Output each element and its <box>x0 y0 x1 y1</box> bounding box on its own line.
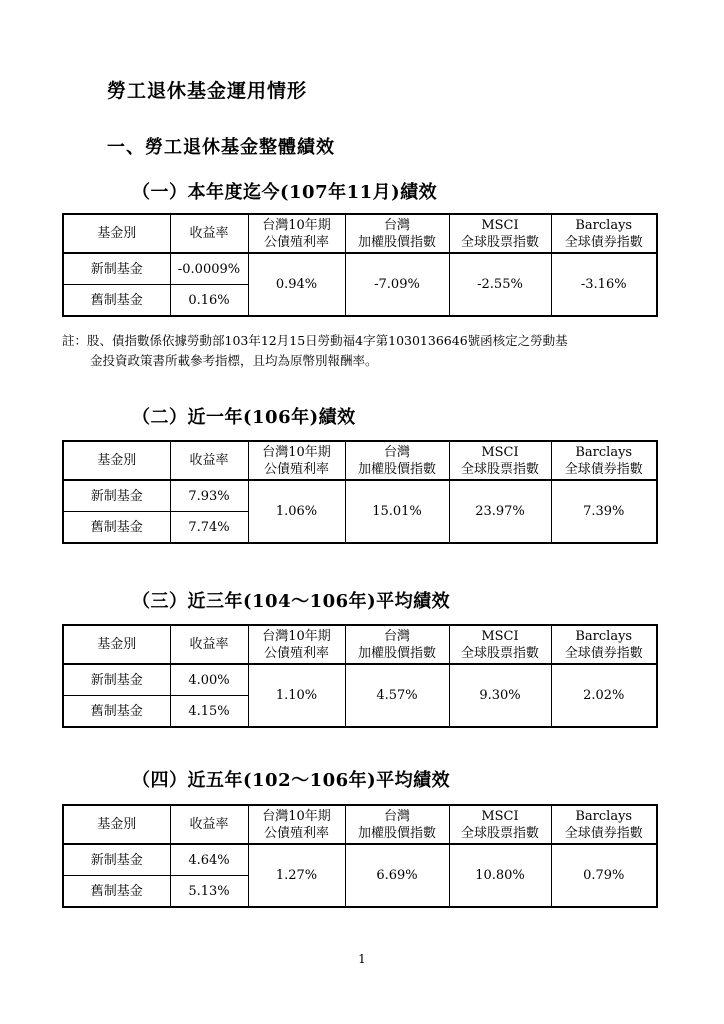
header-taiex: 台灣 加權股價指數 <box>345 214 449 253</box>
taiex-value: -7.09% <box>345 253 449 316</box>
new-fund-return: 4.64% <box>170 844 248 876</box>
page-title: 勞工退休基金運用情形 <box>107 80 308 102</box>
header-msci: MSCI 全球股票指數 <box>449 805 551 844</box>
table-row-new-fund <box>63 664 657 696</box>
header-taiex: 台灣 加權股價指數 <box>345 805 449 844</box>
row-label-old: 舊制基金 <box>63 285 170 317</box>
header-taiex: 台灣 加權股價指數 <box>345 441 449 480</box>
taiex-value: 4.57% <box>345 664 449 727</box>
performance-table-ytd <box>62 213 658 317</box>
taiex-value: 6.69% <box>345 844 449 907</box>
header-return-rate: 收益率 <box>170 214 248 253</box>
barclays-value: 0.79% <box>551 844 657 907</box>
header-fund-type: 基金別 <box>63 625 170 664</box>
table-row-new-fund <box>63 844 657 876</box>
header-bond-yield: 台灣10年期 公債殖利率 <box>248 214 345 253</box>
subsection-title-3yr: （三）近三年(104～106年)平均績效 <box>132 591 451 612</box>
bond-yield-value: 1.27% <box>248 844 345 907</box>
bond-yield-value: 0.94% <box>248 253 345 316</box>
row-label-new: 新制基金 <box>63 480 170 512</box>
table-header-row <box>63 441 657 480</box>
header-barclays: Barclays 全球債券指數 <box>551 805 657 844</box>
footnote <box>62 331 662 371</box>
performance-table-3yr <box>62 624 658 728</box>
header-msci: MSCI 全球股票指數 <box>449 625 551 664</box>
header-barclays: Barclays 全球債券指數 <box>551 214 657 253</box>
new-fund-return: 7.93% <box>170 480 248 512</box>
row-label-old: 舊制基金 <box>63 512 170 544</box>
table-header-row <box>63 625 657 664</box>
header-fund-type: 基金別 <box>63 214 170 253</box>
table-header-row <box>63 805 657 844</box>
header-bond-yield: 台灣10年期 公債殖利率 <box>248 625 345 664</box>
row-label-new: 新制基金 <box>63 664 170 696</box>
barclays-value: 2.02% <box>551 664 657 727</box>
bond-yield-value: 1.06% <box>248 480 345 543</box>
barclays-value: -3.16% <box>551 253 657 316</box>
section-title: 一、勞工退休基金整體績效 <box>107 137 335 158</box>
msci-value: 9.30% <box>449 664 551 727</box>
old-fund-return: 4.15% <box>170 696 248 728</box>
msci-value: 23.97% <box>449 480 551 543</box>
performance-table-5yr <box>62 804 658 908</box>
table-row-new-fund <box>63 253 657 285</box>
row-label-new: 新制基金 <box>63 253 170 285</box>
header-bond-yield: 台灣10年期 公債殖利率 <box>248 441 345 480</box>
subsection-title-5yr: （四）近五年(102～106年)平均績效 <box>132 770 451 791</box>
header-fund-type: 基金別 <box>63 441 170 480</box>
subsection-title-1yr: （二）近一年(106年)績效 <box>132 407 356 428</box>
new-fund-return: -0.0009% <box>170 253 248 285</box>
footnote-line-2: 金投資政策書所載參考指標，且均為原幣別報酬率。 <box>90 353 378 368</box>
row-label-new: 新制基金 <box>63 844 170 876</box>
msci-value: -2.55% <box>449 253 551 316</box>
subsection-title-ytd: （一）本年度迄今(107年11月)績效 <box>132 182 438 203</box>
header-return-rate: 收益率 <box>170 625 248 664</box>
barclays-value: 7.39% <box>551 480 657 543</box>
header-barclays: Barclays 全球債券指數 <box>551 441 657 480</box>
header-fund-type: 基金別 <box>63 805 170 844</box>
msci-value: 10.80% <box>449 844 551 907</box>
header-taiex: 台灣 加權股價指數 <box>345 625 449 664</box>
bond-yield-value: 1.10% <box>248 664 345 727</box>
table-header-row <box>63 214 657 253</box>
page-number: 1 <box>358 952 366 966</box>
footnote-line-1: 註：股、債指數係依據勞動部103年12月15日勞動福4字第1030136646號函核定之勞動基 <box>62 333 568 348</box>
header-return-rate: 收益率 <box>170 805 248 844</box>
header-bond-yield: 台灣10年期 公債殖利率 <box>248 805 345 844</box>
row-label-old: 舊制基金 <box>63 876 170 908</box>
row-label-old: 舊制基金 <box>63 696 170 728</box>
old-fund-return: 0.16% <box>170 285 248 317</box>
old-fund-return: 5.13% <box>170 876 248 908</box>
header-return-rate: 收益率 <box>170 441 248 480</box>
header-msci: MSCI 全球股票指數 <box>449 441 551 480</box>
old-fund-return: 7.74% <box>170 512 248 544</box>
performance-table-1yr <box>62 440 658 544</box>
taiex-value: 15.01% <box>345 480 449 543</box>
table-row-new-fund <box>63 480 657 512</box>
header-msci: MSCI 全球股票指數 <box>449 214 551 253</box>
header-barclays: Barclays 全球債券指數 <box>551 625 657 664</box>
new-fund-return: 4.00% <box>170 664 248 696</box>
